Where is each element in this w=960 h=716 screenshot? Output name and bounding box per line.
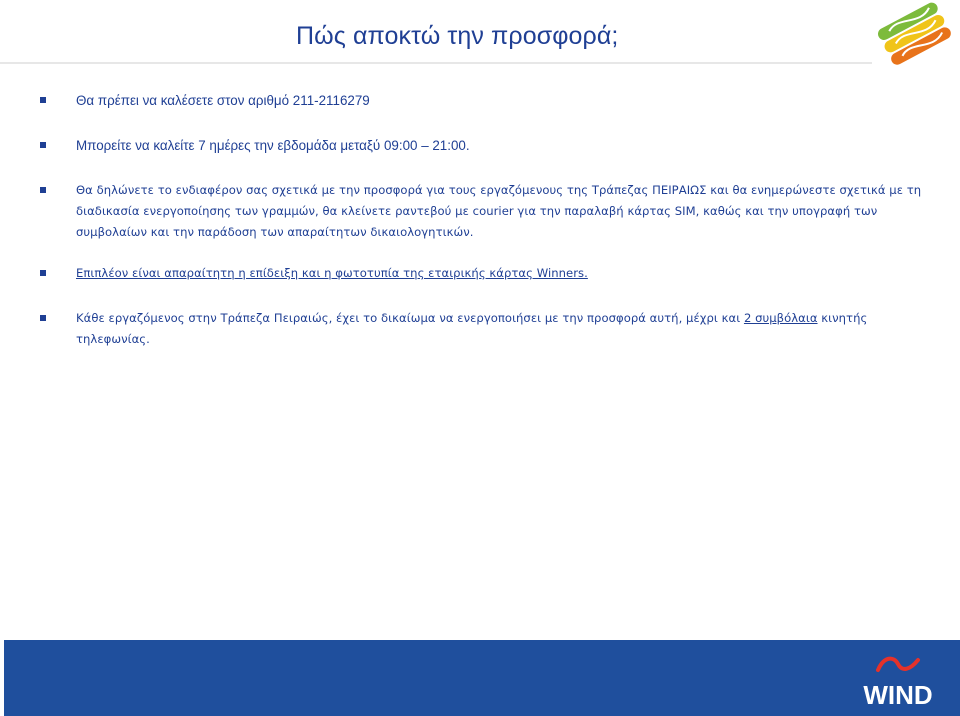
bullet-icon xyxy=(40,142,46,148)
bullet-text-part: Κάθε εργαζόμενος στην Τράπεζα Πειραιώς, έχει το δικαίωμα να ενεργοποιήσει με την προσφορά αυτή, μέχρι και xyxy=(76,311,744,325)
bullet-text: Θα δηλώνετε το ενδιαφέρον σας σχετικά με την προσφορά για τους εργαζόμενους της Τράπεζας ΠΕΙΡΑΙΩΣ και θα ενημερώνεστε σχετικά με τη διαδικασία ενεργοποίησης των γραμμών, θα κλείνετε ραντεβού με courier για την παραλαβή κάρτας SIM, καθώς και την υπογραφή των συμβολαίων και την παράδοση των απαραίτητων δικαιολογητικών. xyxy=(76,183,922,239)
bullet-text-emphasis: 2 συμβόλαια xyxy=(743,311,818,325)
footer-bar xyxy=(4,640,960,716)
bank-logo-icon xyxy=(868,0,960,70)
slide-title: Πώς αποκτώ την προσφορά; xyxy=(296,22,619,50)
bullet-text-part: κινητής τηλεφωνίας. xyxy=(76,311,868,346)
bullet-text xyxy=(76,308,932,350)
svg-text:WIND: WIND xyxy=(863,680,933,710)
bullet-icon xyxy=(40,187,46,193)
title-divider xyxy=(0,62,872,64)
bullet-icon xyxy=(40,315,46,321)
bullet-icon xyxy=(40,270,46,276)
wind-logo-icon xyxy=(848,650,948,710)
bullet-text: Θα πρέπει να καλέσετε στον αριθμό 211-2116279 xyxy=(76,93,370,108)
bullet-text: Επιπλέον είναι απαραίτητη η επίδειξη και η φωτοτυπία της εταιρικής κάρτας Winners. xyxy=(76,266,588,280)
bullet-text: Μπορείτε να καλείτε 7 ημέρες την εβδομάδα μεταξύ 09:00 – 21:00. xyxy=(76,138,470,153)
bullet-icon xyxy=(40,97,46,103)
